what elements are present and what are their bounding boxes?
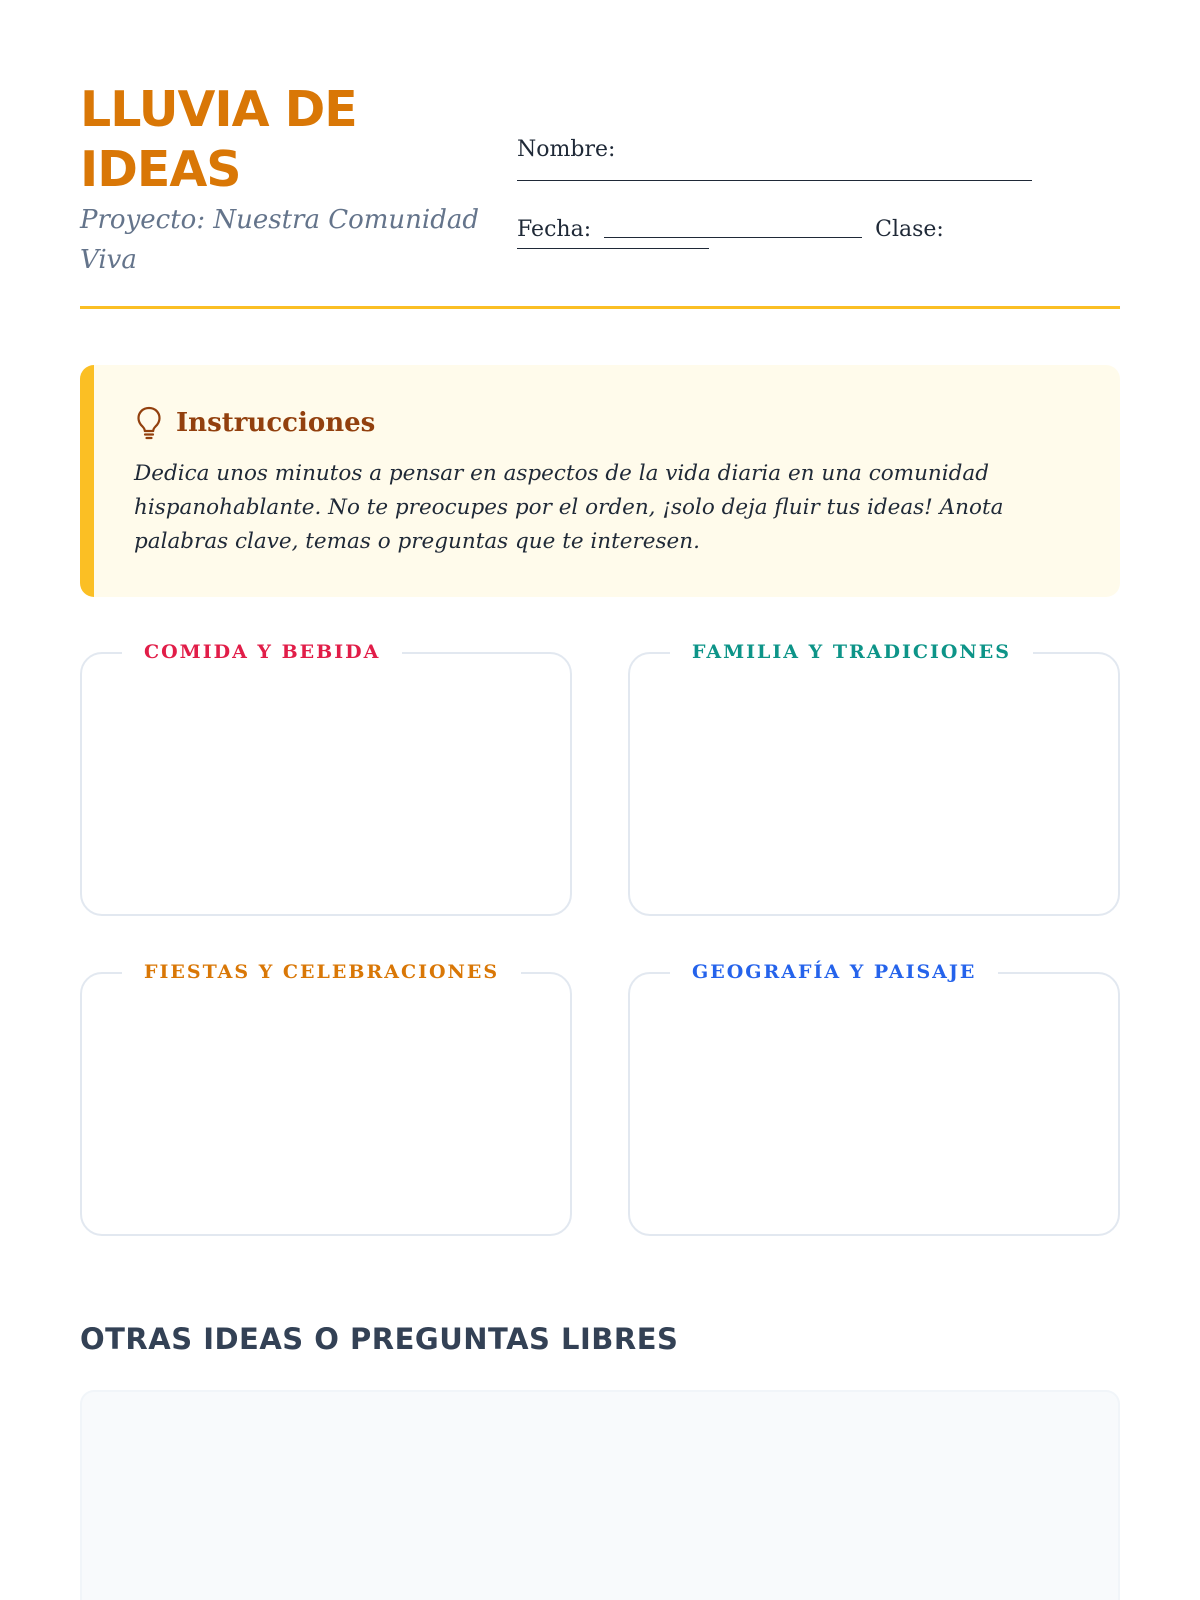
category-box-geography[interactable] bbox=[628, 961, 1120, 1236]
other-ideas-title: OTRAS IDEAS O PREGUNTAS LIBRES bbox=[80, 1322, 679, 1356]
category-box-family[interactable] bbox=[628, 641, 1120, 916]
lightbulb-icon bbox=[134, 405, 164, 441]
instructions-box bbox=[80, 365, 1120, 597]
class-blank-line[interactable] bbox=[517, 248, 709, 249]
project-subtitle: Proyecto: Nuestra Comunidad Viva bbox=[80, 205, 480, 275]
name-row-line bbox=[517, 170, 1047, 198]
category-label: COMIDA Y BEBIDA bbox=[122, 636, 402, 668]
instructions-text: Dedica unos minutos a pensar en aspectos de la vida diaria en una comunidad hispanohablante. No te preocupes por el orden, ¡solo deja fluir tus ideas! Anota palabras clave, temas o preguntas que te interesen. bbox=[134, 461, 1004, 554]
other-ideas-area[interactable] bbox=[80, 1390, 1120, 1600]
date-blank-line[interactable] bbox=[604, 237, 862, 238]
class-label: Clase: bbox=[875, 217, 944, 242]
name-row bbox=[517, 130, 1047, 170]
instructions-header bbox=[134, 403, 375, 443]
category-label: FAMILIA Y TRADICIONES bbox=[670, 636, 1033, 668]
date-class-row bbox=[517, 210, 1047, 250]
page-title: LLUVIA DE IDEAS bbox=[80, 81, 357, 198]
category-box-food[interactable] bbox=[80, 641, 572, 916]
class-row-line bbox=[517, 250, 1047, 260]
header-divider bbox=[80, 306, 1120, 309]
category-label: FIESTAS Y CELEBRACIONES bbox=[122, 956, 521, 988]
worksheet-header bbox=[80, 80, 1120, 308]
worksheet-page bbox=[80, 0, 1120, 1600]
student-info bbox=[517, 130, 1047, 260]
name-blank-line[interactable] bbox=[517, 180, 1032, 181]
name-label: Nombre: bbox=[517, 137, 616, 162]
category-box-festivals[interactable] bbox=[80, 961, 572, 1236]
category-label: GEOGRAFÍA Y PAISAJE bbox=[670, 956, 998, 988]
date-label: Fecha: bbox=[517, 217, 592, 242]
instructions-title: Instrucciones bbox=[176, 408, 376, 438]
